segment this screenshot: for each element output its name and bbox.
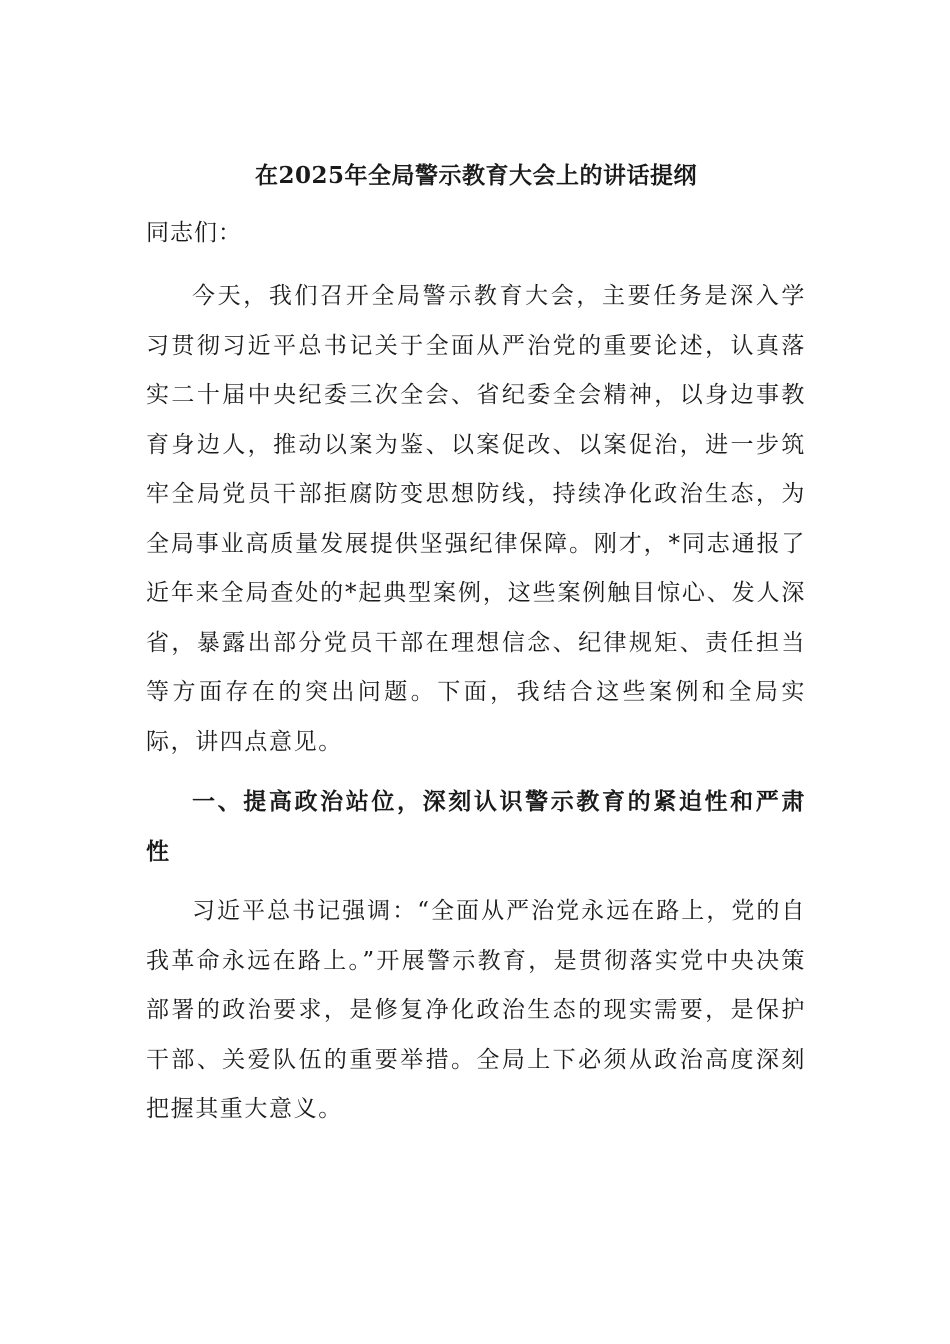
document-body bbox=[146, 150, 806, 1145]
salutation: 同志们： bbox=[146, 220, 242, 246]
section-heading-1: 一、提高政治站位，深刻认识警示教育的紧迫性和严肃性 bbox=[146, 788, 806, 865]
section-1-paragraph: 习近平总书记强调：“全面从严治党永远在路上，党的自我革命永远在路上。”开展警示教育，是贯彻落实党中央决策部署的政治要求，是修复净化政治生态的现实需要，是保护干部、关爱队伍的重要举措。全局上下必须从政治高度深刻把握其重大意义。 bbox=[146, 898, 806, 1122]
intro-paragraph: 今天，我们召开全局警示教育大会，主要任务是深入学习贯彻习近平总书记关于全面从严治党的重要论述，认真落实二十届中央纪委三次全会、省纪委全会精神，以身边事教育身边人，推动以案为鉴、以案促改、以案促治，进一步筑牢全局党员干部拒腐防变思想防线，持续净化政治生态，为全局事业高质量发展提供坚强纪律保障。刚才，*同志通报了近年来全局查处的*起典型案例，这些案例触目惊心、发人深省，暴露出部分党员干部在理想信念、纪律规矩、责任担当等方面存在的突出问题。下面，我结合这些案例和全局实际，讲四点意见。 bbox=[146, 283, 806, 755]
document-title: 在2025年全局警示教育大会上的讲话提纲 bbox=[254, 162, 697, 189]
